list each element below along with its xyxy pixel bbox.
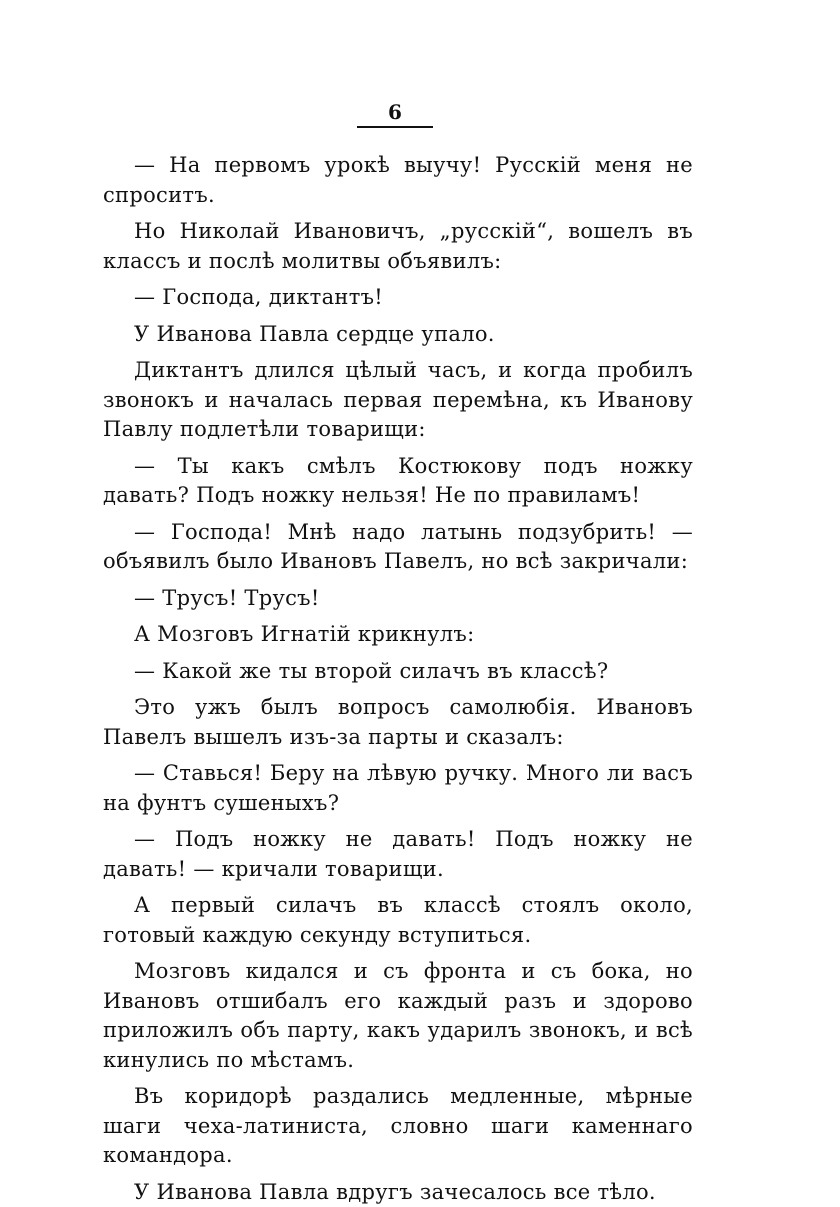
page-header — [355, 100, 435, 128]
paragraph-1: — На первомъ урокѣ выучу! Русскій меня не спроситъ. — [103, 151, 693, 210]
paragraph-4: У Иванова Павла сердце упало. — [103, 320, 693, 350]
paragraph-15: Мозговъ кидался и съ фронта и съ бока, но Ивановъ отшибалъ его каждый разъ и здорово приложилъ объ парту, какъ ударилъ звонокъ, и всѣ кинулись по мѣстамъ. — [103, 957, 693, 1075]
page-number-rule — [357, 126, 433, 128]
paragraph-6: — Ты какъ смѣлъ Костюкову подъ ножку давать? Подъ ножку нельзя! Не по правиламъ! — [103, 452, 693, 511]
paragraph-11: Это ужъ былъ вопросъ самолюбія. Ивановъ Павелъ вышелъ изъ-за парты и сказалъ: — [103, 693, 693, 752]
paragraph-9: А Мозговъ Игнатій крикнулъ: — [103, 620, 693, 650]
paragraph-14: А первый силачъ въ классѣ стоялъ около, готовый каждую секунду вступиться. — [103, 891, 693, 950]
paragraph-3: — Господа, диктантъ! — [103, 283, 693, 313]
paragraph-2: Но Николай Ивановичъ, „русскій“, вошелъ въ классъ и послѣ молитвы объявилъ: — [103, 217, 693, 276]
paragraph-13: — Подъ ножку не давать! Подъ ножку не давать! — кричали товарищи. — [103, 825, 693, 884]
text-body — [103, 151, 693, 1207]
paragraph-7: — Господа! Мнѣ надо латынь подзубрить! — объявилъ было Ивановъ Павелъ, но всѣ закричали: — [103, 518, 693, 577]
paragraph-17: У Иванова Павла вдругъ зачесалось все тѣло. — [103, 1178, 693, 1207]
page-number: 6 — [355, 100, 435, 124]
paragraph-16: Въ коридорѣ раздались медленные, мѣрные шаги чеха-латиниста, словно шаги каменнаго командора. — [103, 1082, 693, 1171]
paragraph-8: — Трусъ! Трусъ! — [103, 584, 693, 614]
paragraph-5: Диктантъ длился цѣлый часъ, и когда пробилъ звонокъ и началась первая перемѣна, къ Иванову Павлу подлетѣли товарищи: — [103, 356, 693, 445]
paragraph-10: — Какой же ты второй силачъ въ классѣ? — [103, 657, 693, 687]
paragraph-12: — Ставься! Беру на лѣвую ручку. Много ли васъ на фунтъ сушеныхъ? — [103, 759, 693, 818]
